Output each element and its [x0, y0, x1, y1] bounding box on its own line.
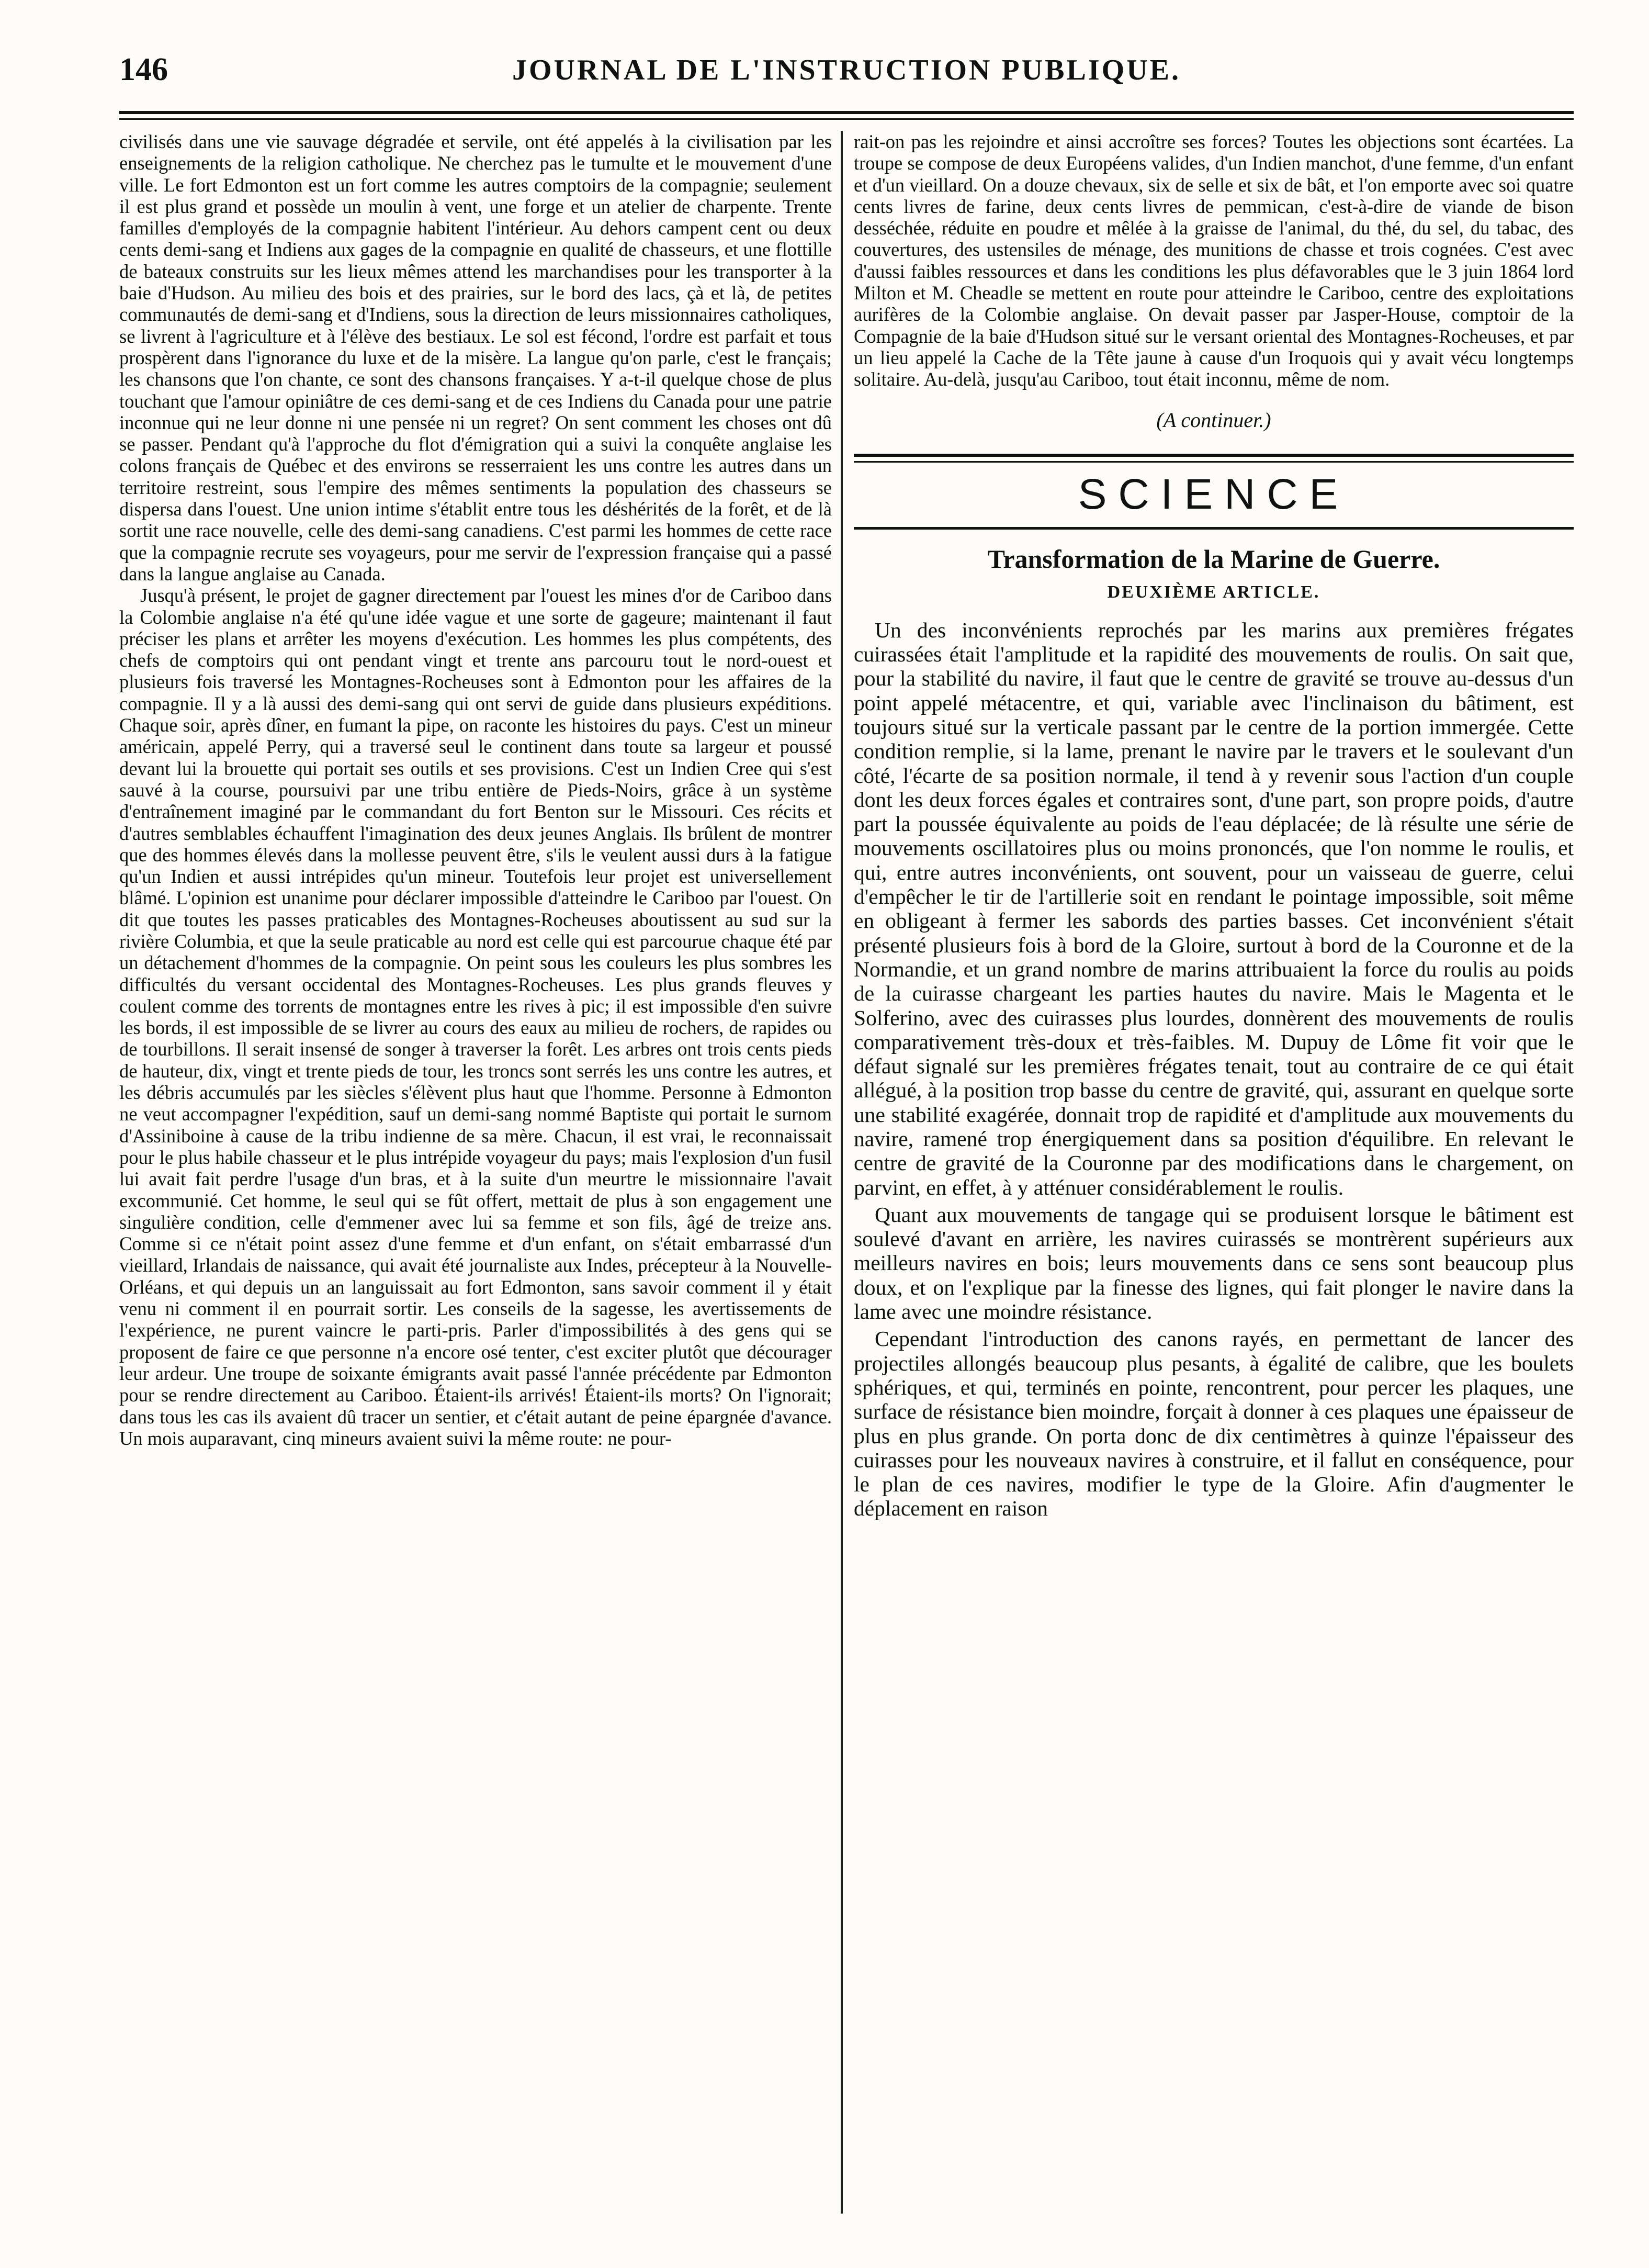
article-title: Transformation de la Marine de Guerre. [987, 544, 1440, 574]
continuation-note: (A continuer.) [1156, 408, 1271, 432]
continued-paragraph: rait-on pas les rejoindre et ainsi accroître ses forces? Toutes les objections sont écartées. La troupe se compose de deux Européens valides, d'un Indien manchot, d'une femme, d'un enfant et d'un vieillard. On a douze chevaux, six de selle et six de bât, et l'on emporte avec soi quatre cents livres de farine, deux cents livres de pemmican, c'est-à-dire de viande de bison desséchée, réduite en poudre et mêlée à la graisse de l'animal, du thé, du sel, du tabac, des couvertures, des ustensiles de ménage, des munitions de chasse et trois cognées. C'est avec d'aussi faibles ressources et dans les conditions les plus défavorables que le 3 juin 1864 lord Milton et M. Cheadle se mettent en route pour atteindre le Cariboo, centre des exploitations aurifères de la Colombie anglaise. On devait passer par Jasper-House, comptoir de la Compagnie de la baie d'Hudson situé sur le versant oriental des Montagnes-Rocheuses, et par un lieu appelé la Cache de la Tête jaune à cause d'un Iroquois qui y avait vécu longtemps solitaire. Au-delà, jusqu'au Cariboo, tout était inconnu, même de nom. [854, 131, 1574, 390]
left-column [119, 131, 832, 2214]
section-rule-bottom [854, 527, 1574, 530]
page-header [119, 51, 1574, 98]
header-rule-thin [119, 118, 1574, 120]
journal-title: JOURNAL DE L'INSTRUCTION PUBLIQUE. [512, 54, 1181, 86]
left-paragraph: Jusqu'à présent, le projet de gagner directement par l'ouest les mines d'or de Cariboo dans la Colombie anglaise n'a été qu'une idée vague et une sorte de gageure; maintenant il faut préciser les plans et arrêter les moyens d'exécution. Les hommes les plus compétents, des chefs de comptoirs qui ont pendant vingt et trente ans parcouru tout le nord-ouest et plusieurs fois traversé les Montagnes-Rocheuses sont à Edmonton pour les affaires de la compagnie. Il y a là aussi des demi-sang qui ont servi de guide dans plusieurs expéditions. Chaque soir, après dîner, en fumant la pipe, on raconte les histoires du pays. C'est un mineur américain, appelé Perry, qui a traversé seul le continent dans toute sa largeur et poussé devant lui la brouette qui portait ses outils et ses provisions. C'est un Indien Cree qui s'est sauvé à la course, poursuivi par une tribu entière de Pieds-Noirs, grâce à un système d'entraînement imaginé par le commandant du fort Benton sur le Missouri. Ces récits et d'autres semblables échauffent l'imagination des deux jeunes Anglais. Ils brûlent de montrer que des hommes élevés dans la mollesse peuvent être, s'ils le veulent aussi durs à la fatigue qu'un Indien et aussi intrépides qu'un mineur. Toutefois leur projet est universellement blâmé. L'opinion est unanime pour déclarer impossible d'atteindre le Cariboo par l'ouest. On dit que toutes les passes praticables des Montagnes-Rocheuses aboutissent au sud sur la rivière Columbia, et que la seule praticable au nord est celle qui est parcourue chaque été par un détachement d'hommes de la compagnie. On peint sous les couleurs les plus sombres les difficultés du versant occidental des Montagnes-Rocheuses. Les plus grands fleuves y coulent comme des torrents de montagnes entre les rives à pic; il est impossible d'en suivre les bords, il est impossible de se livrer au cours des eaux au milieu de rochers, de rapides ou de tourbillons. Il serait insensé de songer à traverser la forêt. Les arbres ont trois cents pieds de hauteur, dix, vingt et trente pieds de tour, les troncs sont serrés les uns contre les autres, et les débris accumulés par les siècles s'élèvent plus haut que l'homme. Personne à Edmonton ne veut accompagner l'expédition, sauf un demi-sang nommé Baptiste qui portait le surnom d'Assiniboine à cause de la tribu indienne de sa mère. Chacun, il est vrai, le reconnaissait pour le plus habile chasseur et le plus intrépide voyageur du pays; mais l'explosion d'un fusil lui avait fait perdre l'usage d'un bras, et à la suite d'un meurtre le missionnaire l'avait excommunié. Cet homme, le seul qui se fût offert, mettait de plus à son engagement une singulière condition, celle d'emmener avec lui sa femme et son fils, âgé de treize ans. Comme si ce n'était point assez d'une femme et d'un enfant, on s'était embarrassé d'un vieillard, Irlandais de naissance, qui avait été journaliste aux Indes, précepteur à la Nouvelle-Orléans, et qui depuis un an languissait au fort Edmonton, sans savoir comment il y était venu ni comment il en pourrait sortir. Les conseils de la sagesse, les avertissements de l'expérience, ne purent vaincre le parti-pris. Parler d'impossibilités à des gens qui se proposent de faire ce que personne n'a encore osé tenter, c'est exciter plutôt que décourager leur ardeur. Une troupe de soixante émigrants avait passé l'année précédente par Edmonton pour se rendre directement au Cariboo. Étaient-ils arrivés! Étaient-ils morts? On l'ignorait; dans tous les cas ils avaient dû tracer un sentier, et c'était autant de peine épargnée d'avance. Un mois auparavant, cinq mineurs avaient suivi la même route: ne pour- [119, 585, 832, 1449]
section-rule [854, 454, 1574, 457]
section-rule-thin [854, 461, 1574, 463]
article-body [854, 618, 1574, 1521]
article-paragraph: Cependant l'introduction des canons rayés, en permettant de lancer des projectiles allongés beaucoup plus pesants, à égalité de calibre, que les boulets sphériques, et qui, terminés en pointe, rencontrent, pour percer les plaques, une surface de résistance bien moindre, forçait à donner à ces plaques une épaisseur de plus en plus grande. On porta donc de dix centimètres à quinze l'épaisseur des cuirasses pour les nouveaux navires à construire, et il fallut en conséquence, pour le plan de ces navires, modifier le type de la Gloire. Afin d'augmenter le déplacement en raison [854, 1327, 1574, 1521]
header-rule [119, 111, 1574, 114]
article-paragraph: Un des inconvénients reprochés par les marins aux premières frégates cuirassées était l'amplitude et la rapidité des mouvements de roulis. On sait que, pour la stabilité du navire, il faut que le centre de gravité se trouve au-dessus d'un point appelé métacentre, et qui, variable avec l'inclinaison du bâtiment, est toujours situé sur la verticale passant par le centre de la portion immergée. Cette condition remplie, si la lame, prenant le navire par le travers et le soulevant d'un côté, l'écarte de sa position normale, il tend à y revenir sous l'action d'un couple dont les deux forces égales et contraires sont, d'une part, son propre poids, d'autre part la poussée équivalente au poids de l'eau déplacée; de là résulte une série de mouvements oscillatoires plus ou moins prononcés, que l'on nomme le roulis, et qui, entre autres inconvénients, ont souvent, pour un vaisseau de guerre, celui d'empêcher le tir de l'artillerie soit en rendant le pointage impossible, soit même en obligeant à fermer les sabords des parties basses. Cet inconvénient s'était présenté plusieurs fois à bord de la Gloire, surtout à bord de la Couronne et de la Normandie, et un grand nombre de marins attribuaient la force du roulis au poids de la cuirasse chargeant les parties hautes du navire. Mais le Magenta et le Solferino, avec des cuirasses plus lourdes, donnèrent des mouvements de roulis comparativement très-doux et très-faibles. M. Dupuy de Lôme fit voir que le défaut signalé sur les premières frégates tenait, tout au contraire de ce qui était allégué, à la position trop basse du centre de gravité, qui, assurant en quelque sorte une stabilité exagérée, donnait trop de rapidité et d'amplitude aux mouvements du navire, ramené trop énergiquement dans sa position d'équilibre. En relevant le centre de gravité de la Couronne par des modifications dans le chargement, on parvint, en effet, à y atténuer considérablement le roulis. [854, 617, 1574, 1199]
column-divider [841, 131, 843, 2214]
article-paragraph: Quant aux mouvements de tangage qui se produisent lorsque le bâtiment est soulevé d'avant en arrière, les navires cuirassés se montrèrent supérieurs aux meilleurs navires en bois; leurs mouvements dans ce sens sont beaucoup plus doux, et on l'explique par la finesse des lignes, qui fait plonger le navire dans la lame avec une moindre résistance. [854, 1202, 1574, 1324]
article-subtitle: DEUXIÈME ARTICLE. [1107, 582, 1320, 602]
left-paragraph: civilisés dans une vie sauvage dégradée et servile, ont été appelés à la civilisation par les enseignements de la religion catholique. Ne cherchez pas le tumulte et le mouvement d'une ville. Le fort Edmonton est un fort comme les autres comptoirs de la compagnie; seulement il est plus grand et possède un moulin à vent, une forge et un atelier de charpente. Trente familles d'employés de la compagnie habitent l'intérieur. Au dehors campent cent ou deux cents demi-sang et Indiens aux gages de la compagnie en qualité de chasseurs, et une flottille de bateaux construits sur les lieux mêmes attend les marchandises pour les transporter à la baie d'Hudson. Au milieu des bois et des prairies, sur le bord des lacs, çà et là, de petites communautés de demi-sang et d'Indiens, sous la direction de leurs missionnaires catholiques, se livrent à l'agriculture et à l'élève des bestiaux. Le sol est fécond, l'ordre est parfait et tous prospèrent dans l'ignorance du luxe et de la misère. La langue qu'on parle, c'est le français; les chansons que l'on chante, ce sont des chansons françaises. Y a-t-il quelque chose de plus touchant que l'amour opiniâtre de ces demi-sang et de ces Indiens du Canada pour une patrie inconnue qui ne leur donne ni une pensée ni un regret? On sent comment les choses ont dû se passer. Pendant qu'à l'approche du flot d'émigration qui a suivi la conquête anglaise les colons français de Québec et des environs se resserraient les uns contre les autres dans un territoire restreint, sous l'empire des mêmes sentiments la population des chasseurs se dispersa dans l'ouest. Une union intime s'établit entre tous les déshérités de la forêt, et de là sortit une race nouvelle, celle des demi-sang canadiens. C'est parmi les hommes de cette race que la compagnie recrute ses voyageurs, pour me servir de l'expression française qui a passé dans la langue anglaise au Canada. [119, 131, 832, 585]
page-number: 146 [119, 52, 168, 87]
section-heading: SCIENCE [1078, 470, 1350, 518]
right-column [854, 131, 1574, 2214]
